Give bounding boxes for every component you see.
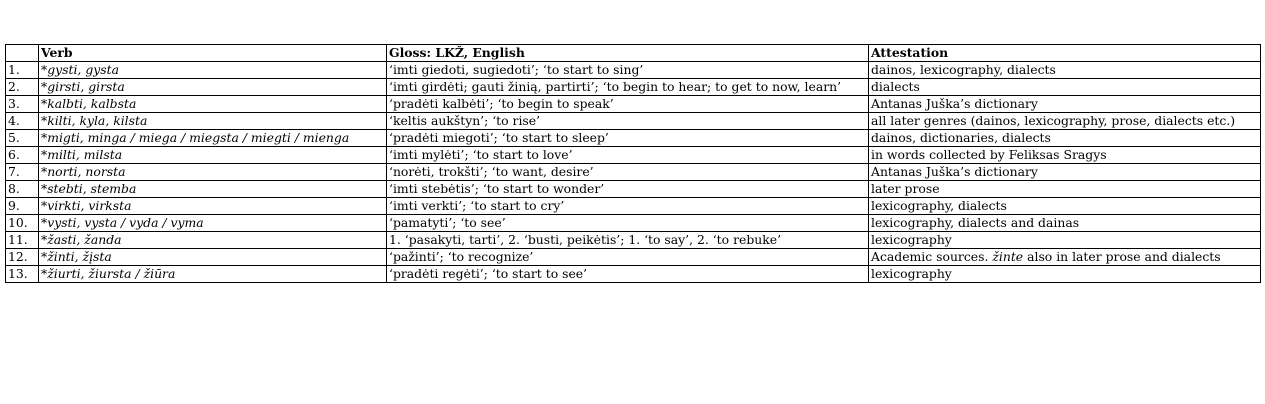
gloss-cell: ‘imti giedoti, sugiedoti’; ‘to start to sing’ xyxy=(387,62,869,79)
attestation-text: lexicography, dialects xyxy=(871,198,1007,213)
reconstruction-asterisk: * xyxy=(41,198,48,213)
attestation-italic-form: žinte xyxy=(992,249,1024,264)
attestation-text: Antanas Juška’s dictionary xyxy=(871,164,1038,179)
header-attestation: Attestation xyxy=(869,45,1261,62)
attestation-text: Academic sources. xyxy=(871,249,993,264)
table-row xyxy=(6,130,1261,147)
attestation-text: dainos, dictionaries, dialects xyxy=(871,130,1051,145)
table-row xyxy=(6,147,1261,164)
gloss-cell: ‘imti verkti’; ‘to start to cry’ xyxy=(387,198,869,215)
attestation-text: lexicography xyxy=(871,266,952,281)
verbs-table xyxy=(5,44,1261,283)
gloss-cell: ‘pradėti miegoti’; ‘to start to sleep’ xyxy=(387,130,869,147)
row-number: 8. xyxy=(6,181,39,198)
row-number: 9. xyxy=(6,198,39,215)
verb-cell xyxy=(39,79,387,96)
attestation-text: dainos, lexicography, dialects xyxy=(871,62,1056,77)
table-row xyxy=(6,96,1261,113)
row-number: 2. xyxy=(6,79,39,96)
gloss-cell: ‘pamatyti’; ‘to see’ xyxy=(387,215,869,232)
gloss-cell: ‘norėti, trokšti’; ‘to want, desire’ xyxy=(387,164,869,181)
attestation-text-continued: also in later prose and dialects xyxy=(1023,249,1221,264)
table-header-row xyxy=(6,45,1261,62)
reconstruction-asterisk: * xyxy=(41,62,48,77)
gloss-cell: 1. ‘pasakyti, tarti’, 2. ‘busti, peikėtis’; 1. ‘to say’, 2. ‘to rebuke’ xyxy=(387,232,869,249)
verb-forms: norti, norsta xyxy=(47,164,126,179)
verb-forms: žiurti, žiursta / žiūra xyxy=(47,266,176,281)
verb-forms: žinti, žįsta xyxy=(47,249,112,264)
attestation-text: dialects xyxy=(871,79,920,94)
attestation-cell xyxy=(869,62,1261,79)
gloss-cell: ‘pradėti regėti’; ‘to start to see’ xyxy=(387,266,869,283)
row-number: 10. xyxy=(6,215,39,232)
verb-cell xyxy=(39,266,387,283)
attestation-text: lexicography, dialects and dainas xyxy=(871,215,1080,230)
verb-cell xyxy=(39,130,387,147)
reconstruction-asterisk: * xyxy=(41,96,48,111)
header-gloss: Gloss: LKŽ, English xyxy=(387,45,869,62)
row-number: 5. xyxy=(6,130,39,147)
verb-cell xyxy=(39,96,387,113)
row-number: 11. xyxy=(6,232,39,249)
verb-cell xyxy=(39,215,387,232)
reconstruction-asterisk: * xyxy=(41,232,48,247)
attestation-cell xyxy=(869,130,1261,147)
reconstruction-asterisk: * xyxy=(41,181,48,196)
gloss-cell: ‘keltis aukštyn’; ‘to rise’ xyxy=(387,113,869,130)
row-number: 7. xyxy=(6,164,39,181)
table-body xyxy=(6,62,1261,283)
verb-forms: virkti, virksta xyxy=(47,198,132,213)
attestation-cell xyxy=(869,249,1261,266)
table-row xyxy=(6,79,1261,96)
table-row xyxy=(6,198,1261,215)
verb-cell xyxy=(39,164,387,181)
attestation-text: Antanas Juška’s dictionary xyxy=(871,96,1038,111)
gloss-cell: ‘imti stebėtis’; ‘to start to wonder’ xyxy=(387,181,869,198)
verb-forms: žasti, žanda xyxy=(47,232,122,247)
verb-forms: milti, milsta xyxy=(47,147,123,162)
attestation-cell xyxy=(869,181,1261,198)
header-verb: Verb xyxy=(39,45,387,62)
attestation-cell xyxy=(869,198,1261,215)
gloss-cell: ‘imti mylėti’; ‘to start to love’ xyxy=(387,147,869,164)
verb-forms: kalbti, kalbsta xyxy=(47,96,137,111)
attestation-text: later prose xyxy=(871,181,940,196)
row-number: 4. xyxy=(6,113,39,130)
reconstruction-asterisk: * xyxy=(41,266,48,281)
row-number: 6. xyxy=(6,147,39,164)
attestation-cell xyxy=(869,232,1261,249)
attestation-cell xyxy=(869,147,1261,164)
reconstruction-asterisk: * xyxy=(41,215,48,230)
attestation-cell xyxy=(869,96,1261,113)
gloss-cell: ‘pradėti kalbėti’; ‘to begin to speak’ xyxy=(387,96,869,113)
row-number: 12. xyxy=(6,249,39,266)
table-row xyxy=(6,215,1261,232)
table-row xyxy=(6,232,1261,249)
table-row xyxy=(6,164,1261,181)
header-num xyxy=(6,45,39,62)
attestation-cell xyxy=(869,79,1261,96)
verb-forms: kilti, kyla, kilsta xyxy=(47,113,148,128)
row-number: 3. xyxy=(6,96,39,113)
reconstruction-asterisk: * xyxy=(41,164,48,179)
table-row xyxy=(6,181,1261,198)
verb-cell xyxy=(39,249,387,266)
table-row xyxy=(6,62,1261,79)
attestation-text: lexicography xyxy=(871,232,952,247)
verb-forms: stebti, stemba xyxy=(47,181,137,196)
verb-cell xyxy=(39,198,387,215)
verb-forms: girsti, girsta xyxy=(47,79,125,94)
reconstruction-asterisk: * xyxy=(41,249,48,264)
verb-forms: migti, minga / miega / miegsta / miegti / mienga xyxy=(47,130,350,145)
attestation-cell xyxy=(869,266,1261,283)
verb-forms: vysti, vysta / vyda / vyma xyxy=(47,215,204,230)
row-number: 13. xyxy=(6,266,39,283)
verb-cell xyxy=(39,62,387,79)
attestation-text: all later genres (dainos, lexicography, prose, dialects etc.) xyxy=(871,113,1236,128)
reconstruction-asterisk: * xyxy=(41,130,48,145)
reconstruction-asterisk: * xyxy=(41,113,48,128)
gloss-cell: ‘imti girdėti; gauti žinią, partirti’; ‘to begin to hear; to get to now, learn’ xyxy=(387,79,869,96)
verb-forms: gysti, gysta xyxy=(47,62,119,77)
table-row xyxy=(6,266,1261,283)
verb-cell xyxy=(39,181,387,198)
attestation-text: in words collected by Feliksas Sragys xyxy=(871,147,1107,162)
table-row xyxy=(6,249,1261,266)
attestation-cell xyxy=(869,215,1261,232)
attestation-cell xyxy=(869,164,1261,181)
table-row xyxy=(6,113,1261,130)
verb-cell xyxy=(39,232,387,249)
attestation-cell xyxy=(869,113,1261,130)
row-number: 1. xyxy=(6,62,39,79)
gloss-cell: ‘pažinti’; ‘to recognize’ xyxy=(387,249,869,266)
reconstruction-asterisk: * xyxy=(41,79,48,94)
verb-cell xyxy=(39,113,387,130)
verb-cell xyxy=(39,147,387,164)
reconstruction-asterisk: * xyxy=(41,147,48,162)
